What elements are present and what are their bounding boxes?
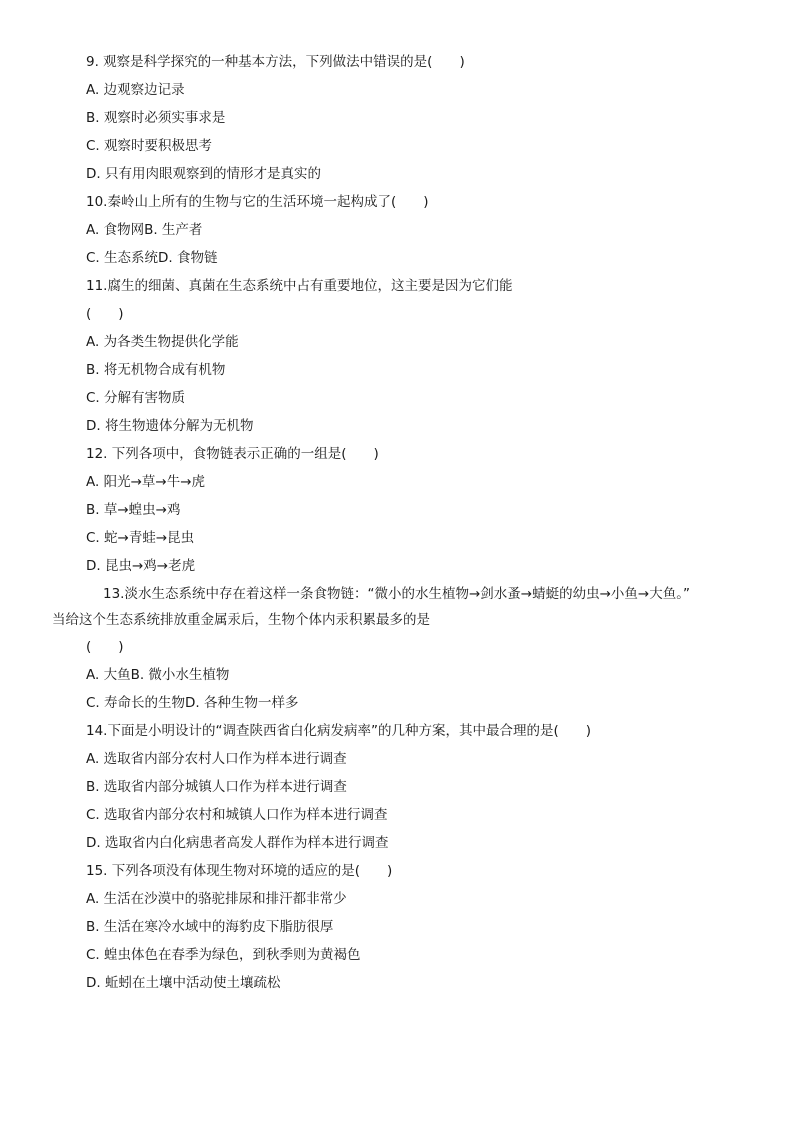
question-14-stem: 14.下面是小明设计的“调查陕西省白化病发病率”的几种方案，其中最合理的是( ) bbox=[86, 723, 591, 739]
question-15-option-c: C. 蝗虫体色在春季为绿色，到秋季则为黄褐色 bbox=[86, 947, 361, 963]
question-13-answer-bracket: ( ) bbox=[86, 639, 124, 655]
question-12-option-a: A. 阳光→草→牛→虎 bbox=[86, 474, 206, 490]
question-14-option-a: A. 选取省内部分农村人口作为样本进行调查 bbox=[86, 751, 347, 767]
question-9-option-b: B. 观察时必须实事求是 bbox=[86, 110, 226, 126]
question-9-option-c: C. 观察时要积极思考 bbox=[86, 138, 213, 154]
question-11-option-b: B. 将无机物合成有机物 bbox=[86, 362, 226, 378]
question-11-answer-bracket: ( ) bbox=[86, 306, 124, 322]
question-12-option-b: B. 草→蝗虫→鸡 bbox=[86, 502, 181, 518]
question-13-stem-line2: 当给这个生态系统排放重金属汞后，生物个体内汞积累最多的是 bbox=[52, 612, 430, 628]
question-10-stem: 10.秦岭山上所有的生物与它的生活环境一起构成了( ) bbox=[86, 194, 429, 210]
question-15-option-a: A. 生活在沙漠中的骆驼排尿和排汗都非常少 bbox=[86, 891, 347, 907]
question-14-option-c: C. 选取省内部分农村和城镇人口作为样本进行调查 bbox=[86, 807, 388, 823]
question-13-stem: 13.淡水生态系统中存在着这样一条食物链：“微小的水生植物→剑水蚤→蜻蜓的幼虫→小鱼→大鱼。” bbox=[103, 586, 690, 602]
question-11-option-d: D. 将生物遗体分解为无机物 bbox=[86, 418, 254, 434]
question-15-option-d: D. 蚯蚓在土壤中活动使土壤疏松 bbox=[86, 975, 281, 991]
question-10-option-cd: C. 生态系统D. 食物链 bbox=[86, 250, 218, 266]
question-10-option-ab: A. 食物网B. 生产者 bbox=[86, 222, 203, 238]
question-12-option-c: C. 蛇→青蛙→昆虫 bbox=[86, 530, 195, 546]
question-11-stem: 11.腐生的细菌、真菌在生态系统中占有重要地位，这主要是因为它们能 bbox=[86, 278, 513, 294]
question-12-option-d: D. 昆虫→鸡→老虎 bbox=[86, 558, 196, 574]
question-9-stem: 9. 观察是科学探究的一种基本方法，下列做法中错误的是( ) bbox=[86, 54, 465, 70]
question-14-option-b: B. 选取省内部分城镇人口作为样本进行调查 bbox=[86, 779, 347, 795]
question-15-stem: 15. 下列各项没有体现生物对环境的适应的是( ) bbox=[86, 863, 393, 879]
question-9-option-d: D. 只有用肉眼观察到的情形才是真实的 bbox=[86, 166, 321, 182]
question-13-option-cd: C. 寿命长的生物D. 各种生物一样多 bbox=[86, 695, 299, 711]
question-15-option-b: B. 生活在寒冷水域中的海豹皮下脂肪很厚 bbox=[86, 919, 334, 935]
question-14-option-d: D. 选取省内白化病患者高发人群作为样本进行调查 bbox=[86, 835, 389, 851]
question-11-option-a: A. 为各类生物提供化学能 bbox=[86, 334, 239, 350]
question-9-option-a: A. 边观察边记录 bbox=[86, 82, 185, 98]
question-11-option-c: C. 分解有害物质 bbox=[86, 390, 186, 406]
question-12-stem: 12. 下列各项中，食物链表示正确的一组是( ) bbox=[86, 446, 379, 462]
question-13-option-ab: A. 大鱼B. 微小水生植物 bbox=[86, 667, 230, 683]
